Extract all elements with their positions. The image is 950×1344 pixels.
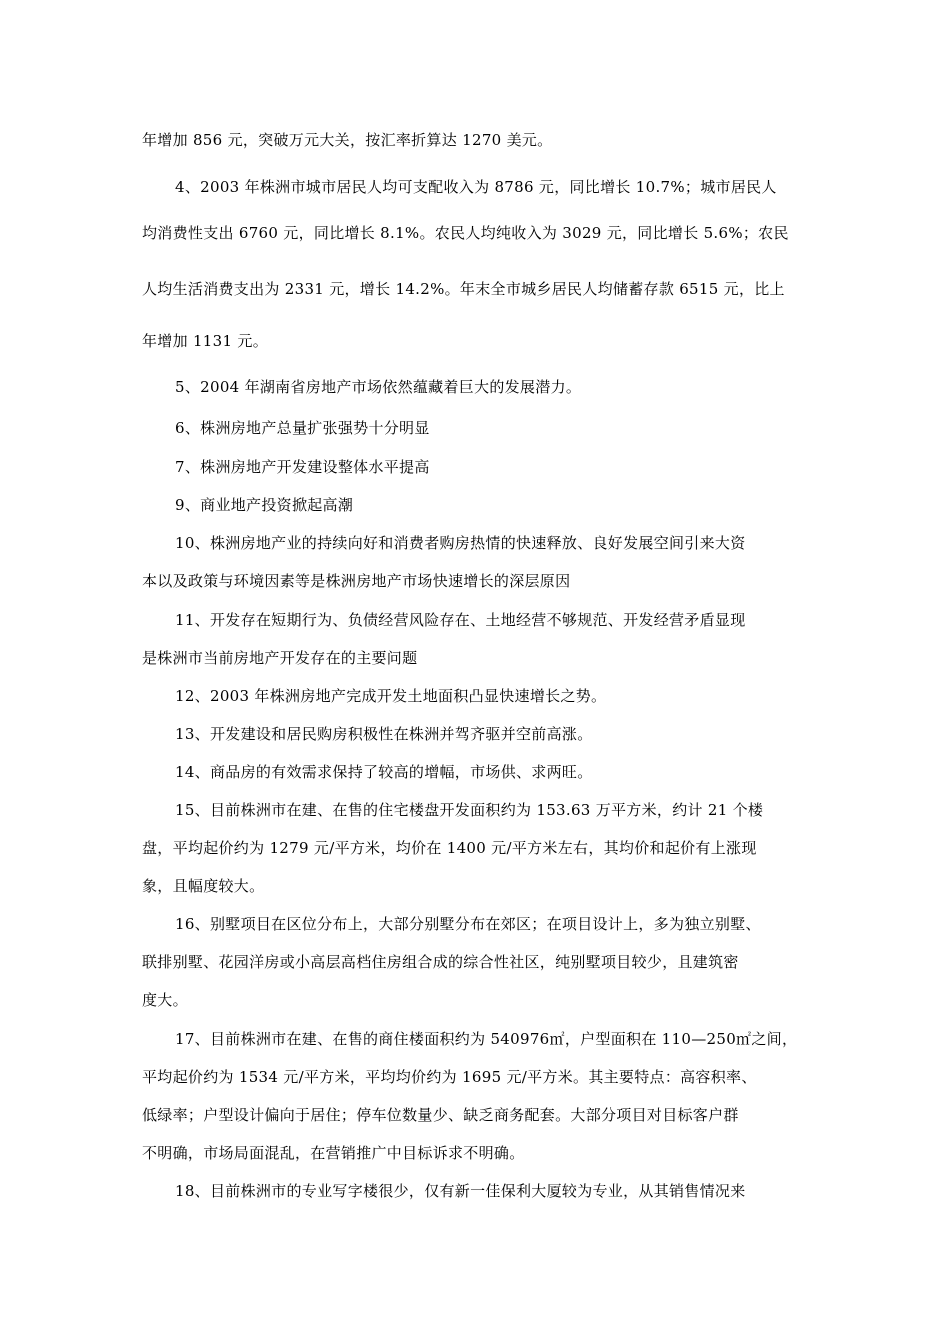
text-line: 15、目前株洲市在建、在售的住宅楼盘开发面积约为 153.63 万平方米，约计 21 个楼 <box>175 801 764 819</box>
text-line: 低绿率；户型设计偏向于居住；停车位数量少、缺乏商务配套。大部分项目对目标客户群 <box>142 1106 739 1124</box>
text-line: 不明确，市场局面混乱，在营销推广中目标诉求不明确。 <box>142 1144 525 1162</box>
text-line: 度大。 <box>142 991 188 1009</box>
text-line: 盘，平均起价约为 1279 元/平方米，均价在 1400 元/平方米左右，其均价和起价有上涨现 <box>142 839 757 857</box>
text-line: 平均起价约为 1534 元/平方米，平均均价约为 1695 元/平方米。其主要特点：高容积率、 <box>142 1068 757 1086</box>
text-line: 联排别墅、花园洋房或小高层高档住房组合成的综合性社区，纯别墅项目较少，且建筑密 <box>142 953 739 971</box>
text-line: 4、2003 年株洲市城市居民人均可支配收入为 8786 元，同比增长 10.7%；城市居民人 <box>175 178 777 196</box>
text-line: 本以及政策与环境因素等是株洲房地产市场快速增长的深层原因 <box>142 572 571 590</box>
text-line: 年增加 856 元，突破万元大关，按汇率折算达 1270 美元。 <box>142 131 553 149</box>
text-line: 17、目前株洲市在建、在售的商住楼面积约为 540976㎡，户型面积在 110—250㎡之间， <box>175 1030 798 1048</box>
text-line: 均消费性支出 6760 元，同比增长 8.1%。农民人均纯收入为 3029 元，同比增长 5.6%；农民 <box>142 224 789 242</box>
text-line: 6、株洲房地产总量扩张强势十分明显 <box>175 419 430 437</box>
text-line: 16、别墅项目在区位分布上，大部分别墅分布在郊区；在项目设计上，多为独立别墅、 <box>175 915 761 933</box>
text-line: 7、株洲房地产开发建设整体水平提高 <box>175 458 430 476</box>
text-line: 年增加 1131 元。 <box>142 332 269 350</box>
text-line: 13、开发建设和居民购房积极性在株洲并驾齐驱并空前高涨。 <box>175 725 593 743</box>
text-line: 10、株洲房地产业的持续向好和消费者购房热情的快速释放、良好发展空间引来大资 <box>175 534 746 552</box>
text-line: 9、商业地产投资掀起高潮 <box>175 496 354 514</box>
text-line: 是株洲市当前房地产开发存在的主要问题 <box>142 649 418 667</box>
text-line: 12、2003 年株洲房地产完成开发土地面积凸显快速增长之势。 <box>175 687 607 705</box>
text-line: 象，且幅度较大。 <box>142 877 265 895</box>
text-line: 人均生活消费支出为 2331 元，增长 14.2%。年末全市城乡居民人均储蓄存款 6515 元，比上 <box>142 280 785 298</box>
text-line: 5、2004 年湖南省房地产市场依然蕴藏着巨大的发展潜力。 <box>175 378 582 396</box>
text-line: 14、商品房的有效需求保持了较高的增幅，市场供、求两旺。 <box>175 763 593 781</box>
text-line: 18、目前株洲市的专业写字楼很少，仅有新一佳保利大厦较为专业，从其销售情况来 <box>175 1182 746 1200</box>
text-line: 11、开发存在短期行为、负债经营风险存在、土地经营不够规范、开发经营矛盾显现 <box>175 611 746 629</box>
